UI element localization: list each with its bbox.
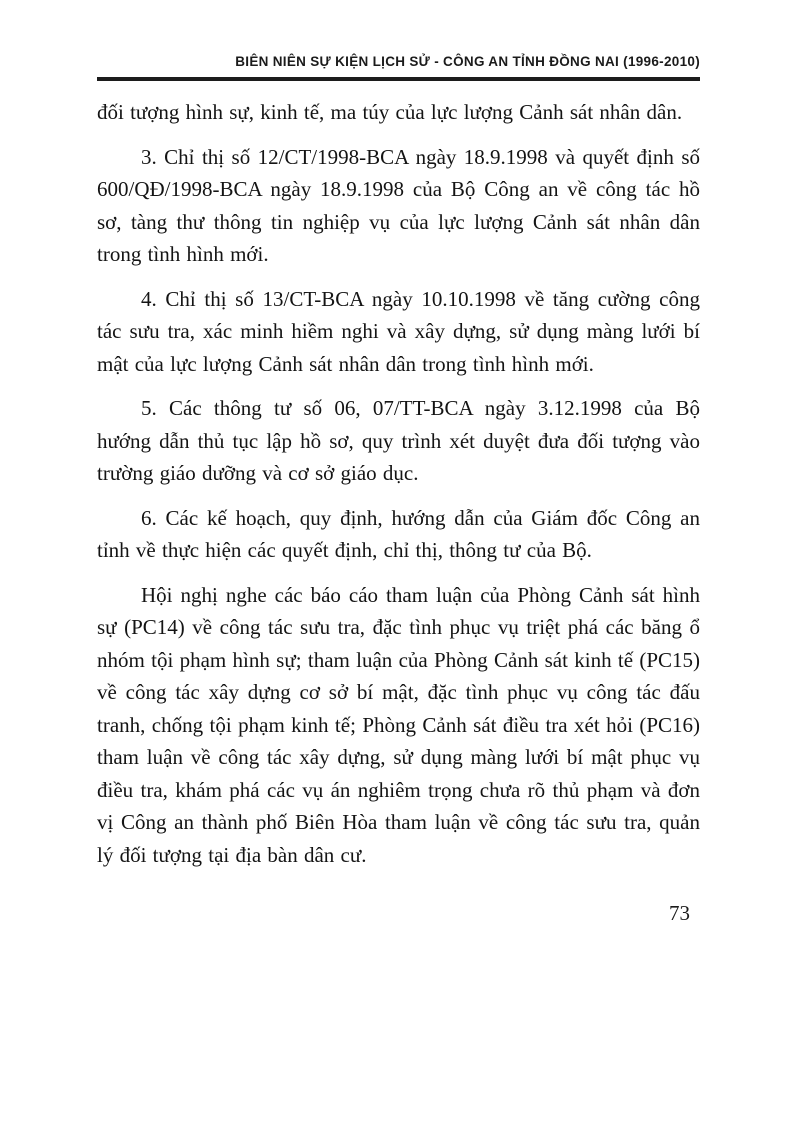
paragraph: 5. Các thông tư số 06, 07/TT-BCA ngày 3.12.1998 của Bộ hướng dẫn thủ tục lập hồ sơ, quy trình xét duyệt đưa đối tượng vào trường giáo dưỡng và cơ sở giáo dục. — [97, 396, 700, 485]
running-header-text: BIÊN NIÊN SỰ KIỆN LỊCH SỬ - CÔNG AN TỈNH ĐỒNG NAI (1996-2010) — [235, 54, 700, 69]
page-number: 73 — [669, 901, 690, 925]
paragraph: đối tượng hình sự, kinh tế, ma túy của lực lượng Cảnh sát nhân dân. — [97, 100, 683, 124]
paragraph: 6. Các kế hoạch, quy định, hướng dẫn của Giám đốc Công an tỉnh về thực hiện các quyết định, chỉ thị, thông tư của Bộ. — [97, 505, 700, 562]
running-header — [97, 54, 700, 81]
body-text — [97, 96, 700, 871]
paragraph: Hội nghị nghe các báo cáo tham luận của Phòng Cảnh sát hình sự (PC14) về công tác sưu tra, đặc tình phục vụ triệt phá các băng ổ nhóm tội phạm hình sự; tham luận của Phòng Cảnh sát kinh tế (PC15) về công tác xây dựng cơ sở bí mật, đặc tình phục vụ công tác đấu tranh, chống tội phạm kinh tế; Phòng Cảnh sát điều tra xét hỏi (PC16) tham luận về công tác xây dựng, sử dụng màng lưới bí mật phục vụ điều tra, khám phá các vụ án nghiêm trọng chưa rõ thủ phạm và đơn vị Công an thành phố Biên Hòa tham luận về công tác sưu tra, quản lý đối tượng tại địa bàn dân cư. — [97, 582, 700, 867]
content-area — [97, 54, 700, 926]
paragraph: 4. Chỉ thị số 13/CT-BCA ngày 10.10.1998 về tăng cường công tác sưu tra, xác minh hiềm nghi và xây dựng, sử dụng màng lưới bí mật của lực lượng Cảnh sát nhân dân trong tình hình mới. — [97, 286, 700, 376]
paragraph: 3. Chỉ thị số 12/CT/1998-BCA ngày 18.9.1998 và quyết định số 600/QĐ/1998-BCA ngày 18.9.1998 của Bộ Công an về công tác hồ sơ, tàng thư thông tin nghiệp vụ của lực lượng Cảnh sát nhân dân trong tình hình mới. — [97, 144, 700, 266]
